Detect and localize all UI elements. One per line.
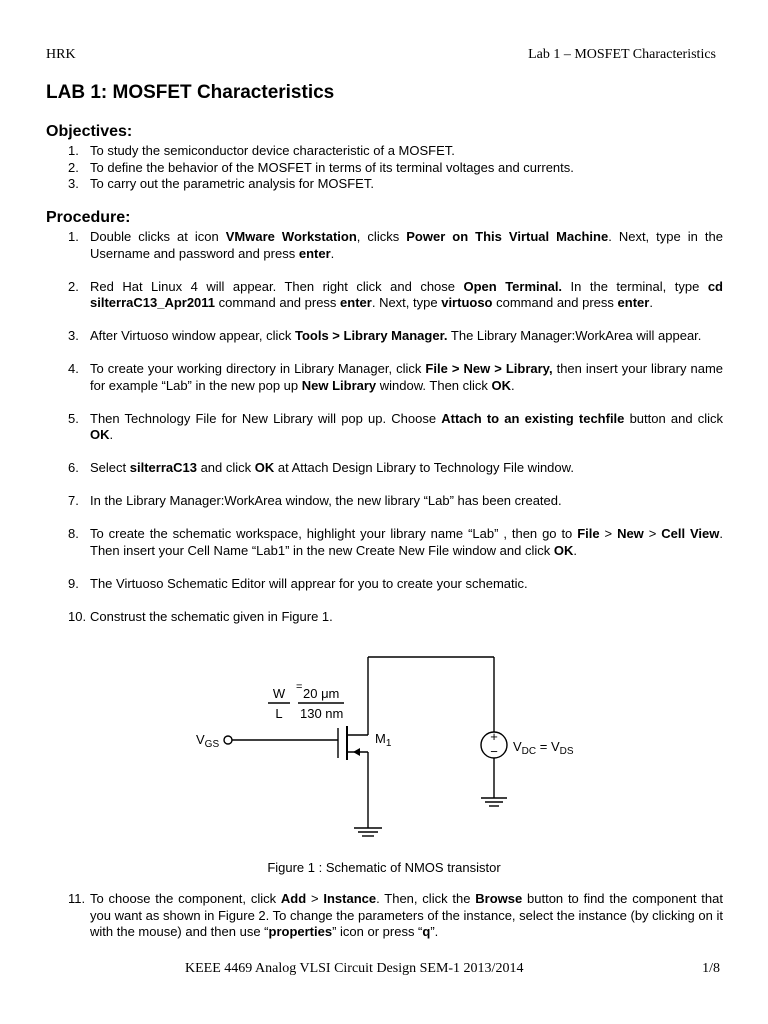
bold-text: cd silterraC13_Apr2011 bbox=[90, 278, 723, 310]
bold-text: enter bbox=[617, 295, 650, 310]
l-value: 130 nm bbox=[300, 706, 344, 721]
text-run: command and press bbox=[215, 295, 341, 310]
text-run: button to find the component that you want as shown in Figure 2. To change the parameters of the instance, select the instance (by clicking on it with the mouse) and then use “ bbox=[90, 891, 723, 939]
bold-text: Add bbox=[280, 891, 307, 906]
step-number: 2. bbox=[68, 278, 79, 294]
source-arrow bbox=[353, 748, 360, 756]
text-run: . bbox=[649, 295, 653, 310]
text-run: . Then, click the bbox=[376, 891, 476, 906]
list-item bbox=[46, 609, 723, 626]
text-run: In the terminal, type bbox=[562, 278, 708, 294]
bold-text: VMware Workstation bbox=[225, 229, 357, 244]
text-run: , clicks bbox=[356, 229, 407, 244]
text-run: Then Technology File for New Library will pop up. Choose bbox=[90, 410, 442, 426]
bold-text: Cell View bbox=[661, 526, 720, 541]
bold-text: File bbox=[577, 526, 600, 541]
list-item bbox=[46, 460, 723, 477]
footer-course: KEEE 4469 Analog VLSI Circuit Design SEM-1 2013/2014 bbox=[185, 961, 524, 976]
minus-sign: − bbox=[490, 744, 498, 759]
header-left: HRK bbox=[46, 47, 76, 62]
list-item bbox=[46, 279, 723, 312]
objectives-heading: Objectives: bbox=[46, 123, 133, 140]
step-number: 9. bbox=[68, 575, 79, 591]
bold-text: enter bbox=[298, 245, 331, 261]
text-run: Red Hat Linux 4 will appear. Then right click and chose bbox=[90, 278, 464, 294]
text-run: and click bbox=[196, 460, 255, 475]
text-run: To create the schematic workspace, highlight your library name “Lab” , then go to bbox=[90, 526, 578, 541]
text-run: Construst the schematic given in Figure 1. bbox=[90, 608, 333, 624]
list-item bbox=[46, 328, 723, 345]
objectives-list bbox=[46, 143, 726, 193]
list-item bbox=[46, 526, 723, 559]
text-run: Select bbox=[90, 460, 130, 475]
list-item bbox=[46, 891, 723, 941]
text-run: . Next, type in the Username and password and press bbox=[90, 229, 723, 261]
header-right: Lab 1 – MOSFET Characteristics bbox=[528, 47, 716, 62]
bold-text: Instance bbox=[323, 891, 377, 906]
text-run: The Virtuoso Schematic Editor will apprear for you to create your schematic. bbox=[90, 575, 528, 591]
w-label: W bbox=[272, 686, 286, 701]
figure-caption: Figure 1 : Schematic of NMOS transistor bbox=[267, 860, 501, 875]
step-number: 7. bbox=[68, 493, 79, 508]
list-item bbox=[46, 411, 723, 444]
bold-text: Tools > Library Manager. bbox=[294, 328, 448, 343]
bold-text: Power on This Virtual Machine bbox=[406, 229, 609, 244]
plus-sign: + bbox=[490, 729, 498, 744]
procedure-heading: Procedure: bbox=[46, 209, 131, 226]
bold-text: New Library bbox=[301, 377, 377, 393]
list-item bbox=[46, 576, 723, 593]
text-run: . Then insert your Cell Name “Lab1” in the new Create New File window and click bbox=[90, 526, 724, 558]
w-value: 20 μm bbox=[303, 686, 340, 701]
step-number: 3. bbox=[68, 328, 79, 343]
text-run: To create your working directory in Library Manager, click bbox=[90, 361, 426, 376]
equals-sign: = bbox=[296, 681, 303, 693]
text-run: > bbox=[643, 526, 662, 541]
list-item: 3. To carry out the parametric analysis for MOSFET. bbox=[68, 176, 374, 191]
text-run: . Next, type bbox=[371, 295, 442, 310]
bold-text: OK bbox=[491, 377, 512, 393]
text-run: ” icon or press “ bbox=[332, 924, 423, 939]
text-run: > bbox=[306, 891, 324, 906]
text-run: . bbox=[573, 542, 577, 558]
text-run: button and click bbox=[624, 410, 723, 426]
bold-text: properties bbox=[268, 924, 333, 939]
text-run: command and press bbox=[492, 295, 618, 310]
list-item bbox=[46, 493, 723, 510]
procedure-list bbox=[46, 229, 723, 642]
step-number: 10. bbox=[68, 608, 87, 624]
bold-text: Browse bbox=[475, 891, 523, 906]
bold-text: virtuoso bbox=[441, 295, 493, 310]
text-run: then insert your library name for example “Lab” in the new pop up bbox=[90, 361, 724, 393]
vgs-terminal bbox=[224, 736, 232, 744]
text-run: window. Then click bbox=[376, 377, 492, 393]
bold-text: File > New > Library, bbox=[425, 361, 553, 376]
text-run: To choose the component, click bbox=[90, 891, 281, 906]
bold-text: New bbox=[617, 526, 644, 541]
bold-text: OK bbox=[553, 542, 574, 558]
text-run: Double clicks at icon bbox=[90, 229, 226, 244]
text-run: . bbox=[330, 245, 335, 261]
bold-text: q bbox=[422, 924, 431, 939]
footer-page-number: 1/8 bbox=[702, 961, 720, 976]
text-run: After Virtuoso window appear, click bbox=[90, 328, 295, 343]
bold-text: Attach to an existing techfile bbox=[441, 410, 625, 426]
nmos-schematic bbox=[0, 640, 768, 850]
bold-text: enter bbox=[340, 295, 372, 310]
vdc-label: $V_{DC} = V_{DS}$ bbox=[513, 739, 574, 757]
step-number: 1. bbox=[68, 229, 79, 244]
list-item: 1. To study the semiconductor device characteristic of a MOSFET. bbox=[68, 143, 455, 158]
text-run: The Library Manager:WorkArea will appear. bbox=[447, 328, 702, 343]
text-run: at Attach Design Library to Technology File window. bbox=[274, 460, 574, 475]
m1-label: $M_1$ bbox=[375, 731, 392, 749]
step-number: 4. bbox=[68, 361, 79, 376]
bold-text: silterraC13 bbox=[129, 460, 197, 475]
text-run: . bbox=[511, 377, 515, 393]
list-item: 2. To define the behavior of the MOSFET in terms of its terminal voltages and currents. bbox=[68, 159, 574, 175]
bold-text: OK bbox=[90, 427, 110, 442]
step-number: 6. bbox=[68, 460, 79, 475]
vgs-label: $V_{GS}$ bbox=[196, 732, 220, 750]
step-number: 5. bbox=[68, 410, 79, 426]
list-item bbox=[46, 361, 723, 394]
bold-text: OK bbox=[254, 460, 275, 475]
procedure-step-11 bbox=[46, 891, 723, 957]
l-label: L bbox=[275, 706, 283, 721]
page-title: LAB 1: MOSFET Characteristics bbox=[46, 82, 335, 103]
step-number: 8. bbox=[68, 526, 79, 541]
step-number: 11. bbox=[68, 891, 86, 906]
text-run: . bbox=[109, 427, 114, 442]
text-run: ”. bbox=[430, 924, 439, 939]
bold-text: Open Terminal. bbox=[463, 278, 563, 294]
text-run: In the Library Manager:WorkArea window, the new library “Lab” has been created. bbox=[90, 493, 562, 508]
list-item bbox=[46, 229, 723, 262]
text-run: > bbox=[599, 526, 618, 541]
